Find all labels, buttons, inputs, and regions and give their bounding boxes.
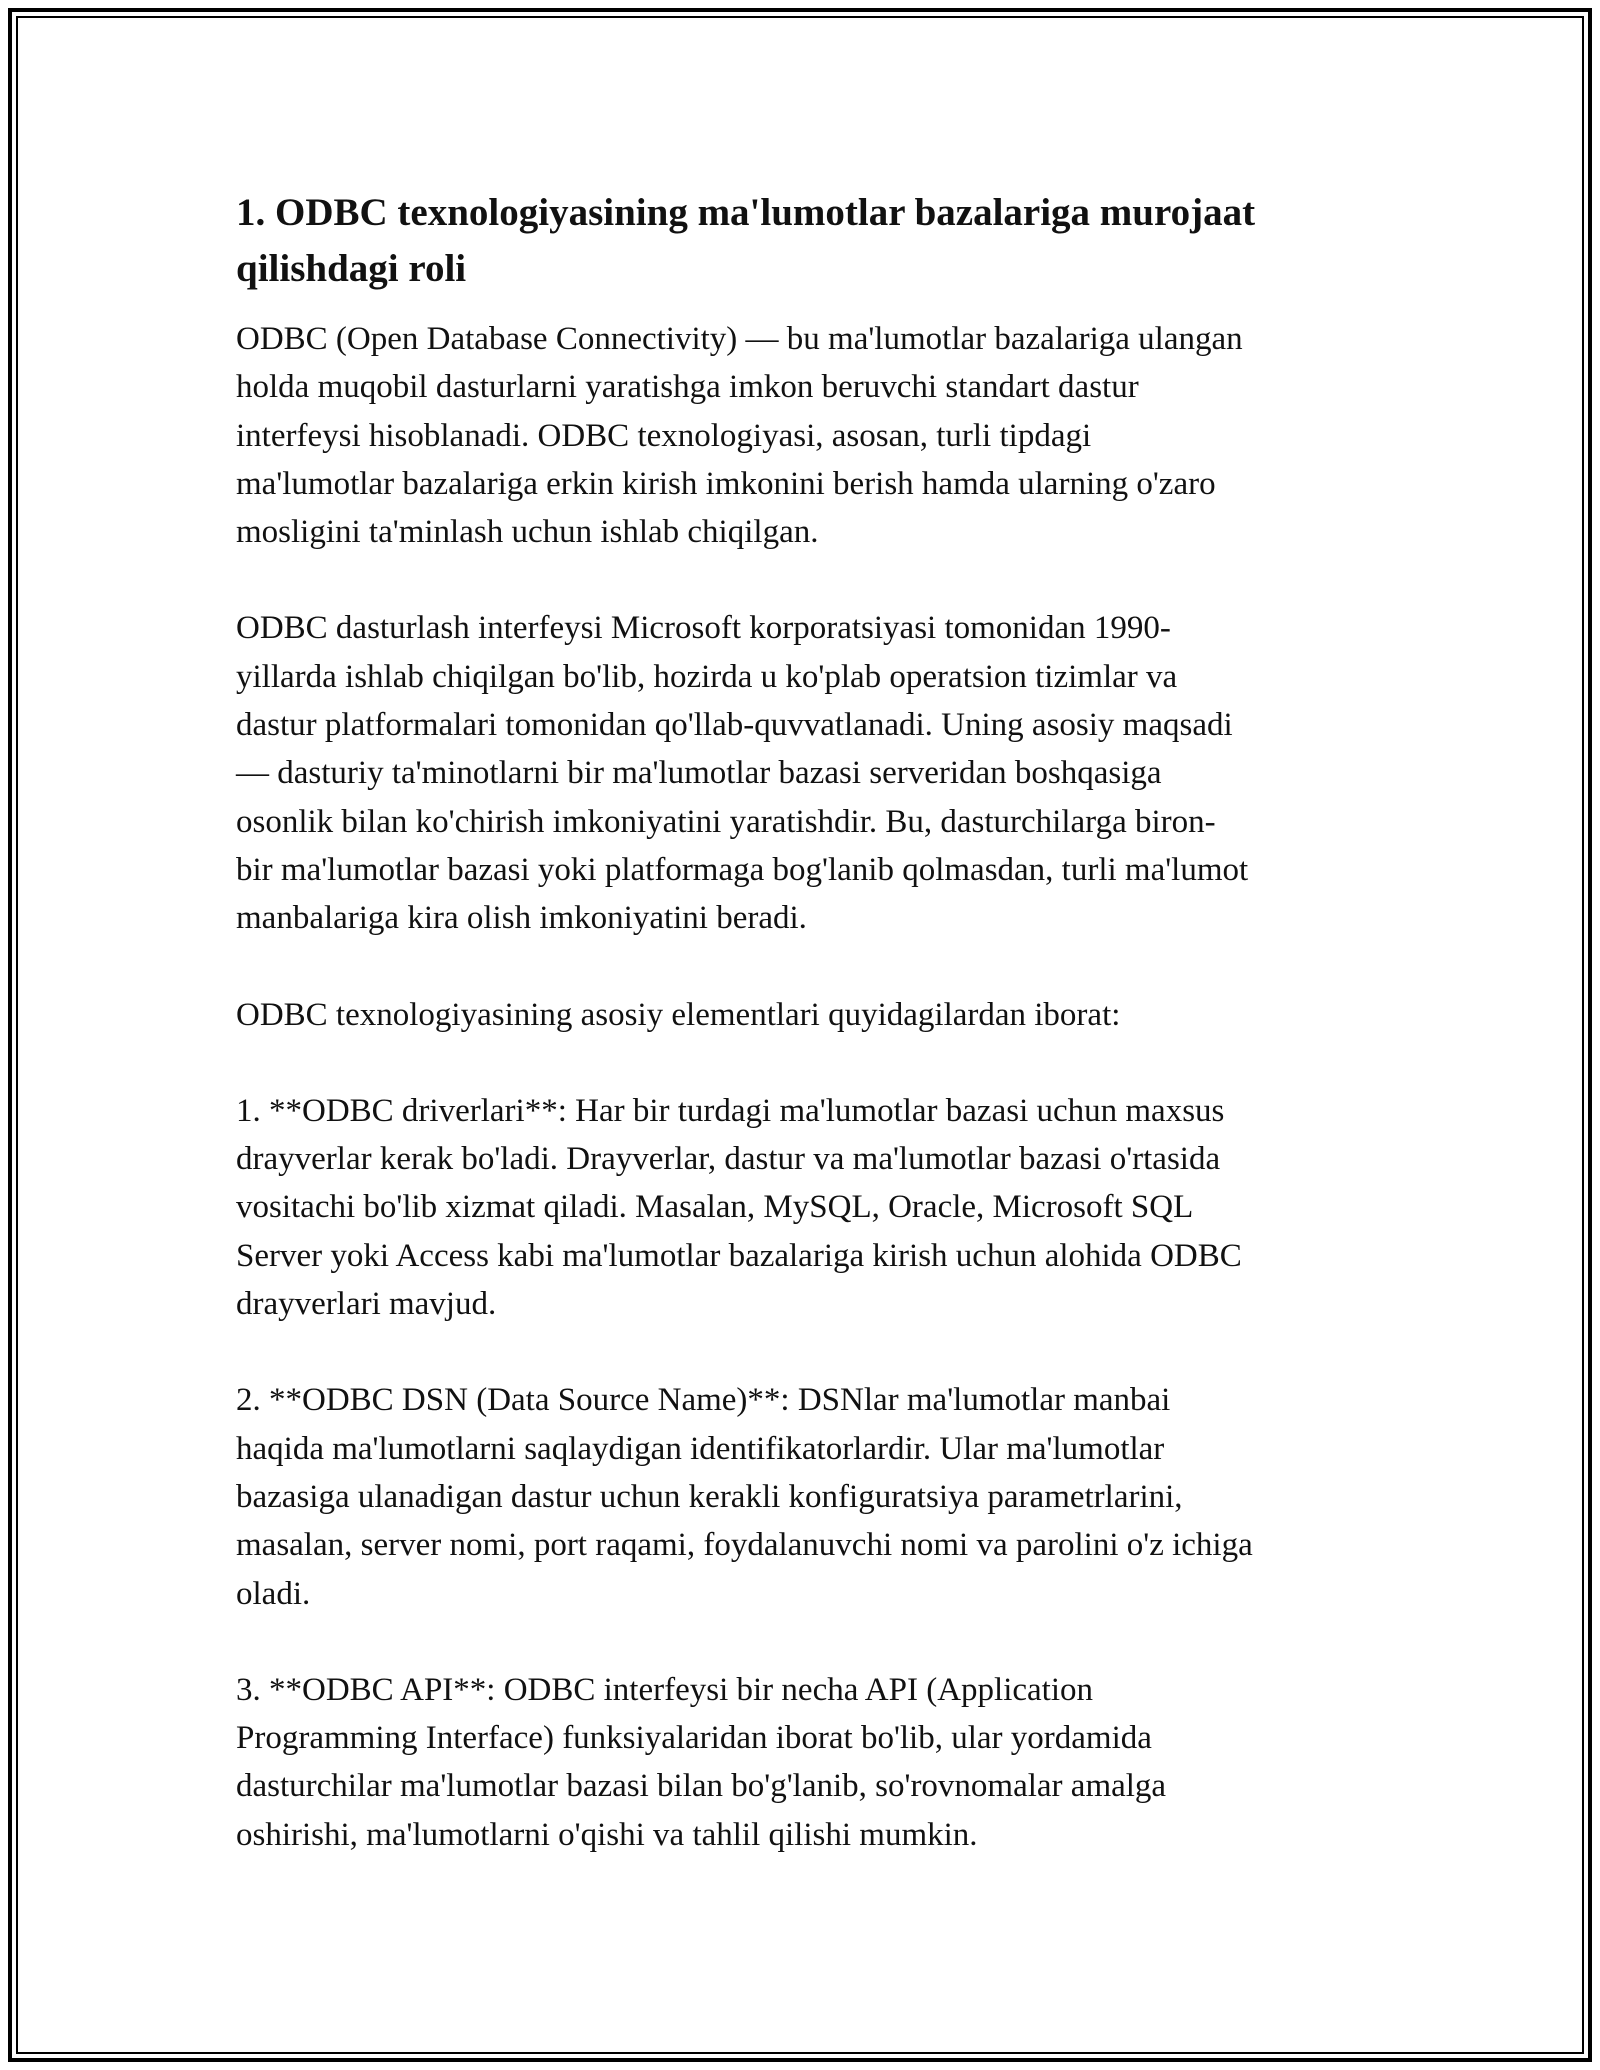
list-item-odbc-drivers: 1. **ODBC driverlari**: Har bir turdagi ma'lumotlar bazasi uchun maxsus drayverlar kerak bo'ladi. Drayverlar, dastur va ma'lumotlar bazasi o'rtasida vositachi bo'lib xizmat qiladi. Masalan, MySQL, Oracle, Microsoft SQL Server yoki Access kabi ma'lumotlar bazalariga kirish uchun alohida ODBC drayverlari mavjud. [236, 1092, 1242, 1323]
paragraph-odbc-definition: ODBC (Open Database Connectivity) — bu ma'lumotlar bazalariga ulangan holda muqobil dasturlarni yaratishga imkon beruvchi standart dastur interfeysi hisoblanadi. ODBC texnologiyasi, asosan, turli tipdagi ma'lumotlar bazalariga erkin kirish imkonini berish hamda ularning o'zaro mosligini ta'minlash uchun ishlab chiqilgan. [236, 321, 1243, 551]
section-title: 1. ODBC texnologiyasining ma'lumotlar bazalariga murojaat qilishdagi roli [236, 191, 1256, 290]
document-body [236, 185, 1376, 1859]
list-item-odbc-dsn: 2. **ODBC DSN (Data Source Name)**: DSNlar ma'lumotlar manbai haqida ma'lumotlarni saqlaydigan identifikatorlardir. Ular ma'lumotlar bazasiga ulanadigan dastur uchun kerakli konfiguratsiya parametrlarini, masalan, server nomi, port raqami, foydalanuvchi nomi va parolini o'z ichiga oladi. [236, 1382, 1253, 1612]
paragraph-elements-intro: ODBC texnologiyasining asosiy elementlari quyidagilardan iborat: [236, 996, 1121, 1033]
paragraph-odbc-history: ODBC dasturlash interfeysi Microsoft korporatsiyasi tomonidan 1990- yillarda ishlab chiqilgan bo'lib, hozirda u ko'plab operatsion tizimlar va dastur platformalari tomonidan qo'llab-quvvatlanadi. Uning asosiy maqsadi — dasturiy ta'minotlarni bir ma'lumotlar bazasi serveridan boshqasiga osonlik bilan ko'chirish imkoniyatini yaratishdir. Bu, dasturchilarga biron- bir ma'lumotlar bazasi yoki platformaga bog'lanib qolmasdan, turli ma'lumot manbalariga kira olish imkoniyatini beradi. [236, 610, 1249, 937]
list-item-odbc-api: 3. **ODBC API**: ODBC interfeysi bir necha API (Application Programming Interface) funksiyalaridan iborat bo'lib, ular yordamida dasturchilar ma'lumotlar bazasi bilan bo'g'lanib, so'rovnomalar amalga oshirishi, ma'lumotlarni o'qishi va tahlil qilishi mumkin. [236, 1671, 1167, 1853]
